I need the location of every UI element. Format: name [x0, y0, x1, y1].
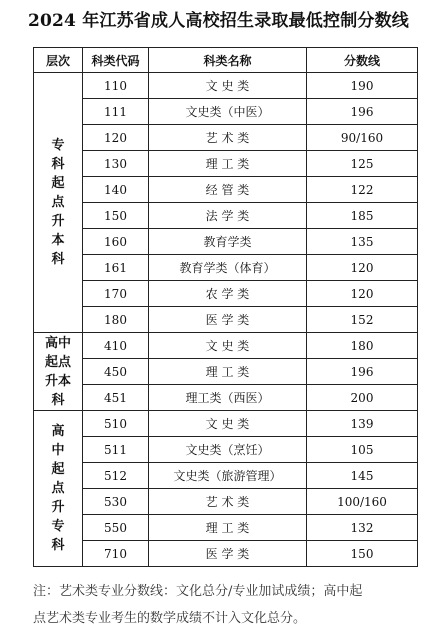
- table-row: [34, 203, 418, 229]
- level-group-line: 中: [51, 443, 65, 458]
- level-group-line: 本: [51, 233, 65, 248]
- score-cell: 196: [307, 99, 418, 125]
- code-cell: 111: [83, 99, 149, 125]
- level-group-line: 科: [51, 538, 65, 553]
- score-cell: 132: [307, 515, 418, 541]
- table-header-row: [34, 48, 418, 73]
- score-cell: 105: [307, 437, 418, 463]
- level-group-line: 升本: [44, 373, 71, 389]
- table-row: [34, 463, 418, 489]
- table-row: [34, 307, 418, 333]
- table-row: [34, 541, 418, 567]
- code-cell: 511: [83, 437, 149, 463]
- level-group-cell: [34, 73, 83, 333]
- level-group-line: 起: [51, 176, 65, 191]
- level-group-line: 专: [51, 519, 65, 534]
- score-cell: 120: [307, 281, 418, 307]
- score-cell: 180: [307, 333, 418, 359]
- code-cell: 180: [83, 307, 149, 333]
- category-cell: 文史类（旅游管理）: [149, 463, 307, 489]
- table-row: [34, 125, 418, 151]
- table-row: [34, 229, 418, 255]
- level-group-line: 高中: [44, 335, 71, 351]
- category-cell: 理工类（西医）: [149, 385, 307, 411]
- level-group-line: 点: [51, 481, 65, 496]
- category-cell: 文 史 类: [149, 333, 307, 359]
- code-cell: 710: [83, 541, 149, 567]
- score-cell: 120: [307, 255, 418, 281]
- header-category: 科类名称: [149, 48, 307, 73]
- table-row: [34, 73, 418, 99]
- category-cell: 教育学类（体育）: [149, 255, 307, 281]
- score-cell: 139: [307, 411, 418, 437]
- score-cell: 190: [307, 73, 418, 99]
- category-cell: 经 管 类: [149, 177, 307, 203]
- level-group-line: 科: [51, 157, 65, 172]
- header-level: 层次: [34, 48, 83, 73]
- table-row: [34, 437, 418, 463]
- score-cell: 152: [307, 307, 418, 333]
- table-row: [34, 333, 418, 359]
- code-cell: 120: [83, 125, 149, 151]
- header-score: 分数线: [307, 48, 418, 73]
- level-group-line: 起: [51, 462, 65, 477]
- table-row: [34, 255, 418, 281]
- table-row: [34, 99, 418, 125]
- score-cell: 90/160: [307, 125, 418, 151]
- category-cell: 教育学类: [149, 229, 307, 255]
- page-title: 2024 年江苏省成人高校招生录取最低控制分数线: [27, 11, 410, 31]
- table-row: [34, 411, 418, 437]
- category-cell: 理 工 类: [149, 359, 307, 385]
- table-row: [34, 177, 418, 203]
- code-cell: 161: [83, 255, 149, 281]
- category-cell: 文史类（烹饪）: [149, 437, 307, 463]
- level-group-line: 点: [51, 195, 65, 210]
- category-cell: 文 史 类: [149, 411, 307, 437]
- level-group-line: 起点: [44, 354, 71, 370]
- code-cell: 150: [83, 203, 149, 229]
- level-group-line: 专: [51, 138, 65, 153]
- table-row: [34, 489, 418, 515]
- score-cell: 135: [307, 229, 418, 255]
- code-cell: 140: [83, 177, 149, 203]
- score-cell: 185: [307, 203, 418, 229]
- table-body: [34, 73, 418, 567]
- table-row: [34, 385, 418, 411]
- code-cell: 451: [83, 385, 149, 411]
- level-group-line: 科: [51, 252, 65, 267]
- category-cell: 艺 术 类: [149, 489, 307, 515]
- level-group-cell: [34, 333, 83, 411]
- score-cell: 200: [307, 385, 418, 411]
- level-group-line: 升: [51, 214, 65, 229]
- code-cell: 410: [83, 333, 149, 359]
- score-table: [33, 47, 418, 567]
- code-cell: 130: [83, 151, 149, 177]
- footnote-line: 点艺术类专业考生的数学成绩不计入文化总分。: [33, 611, 307, 626]
- level-group-cell: [34, 411, 83, 567]
- code-cell: 170: [83, 281, 149, 307]
- level-group-line: 升: [51, 500, 65, 515]
- score-cell: 145: [307, 463, 418, 489]
- table-row: [34, 151, 418, 177]
- level-group-line: 高: [51, 424, 65, 439]
- score-cell: 122: [307, 177, 418, 203]
- score-cell: 125: [307, 151, 418, 177]
- category-cell: 文 史 类: [149, 73, 307, 99]
- code-cell: 450: [83, 359, 149, 385]
- category-cell: 医 学 类: [149, 541, 307, 567]
- footnote: [33, 578, 423, 632]
- code-cell: 110: [83, 73, 149, 99]
- category-cell: 理 工 类: [149, 515, 307, 541]
- level-group-line: 科: [51, 392, 65, 408]
- header-code: 科类代码: [83, 48, 149, 73]
- category-cell: 法 学 类: [149, 203, 307, 229]
- code-cell: 530: [83, 489, 149, 515]
- table-row: [34, 515, 418, 541]
- code-cell: 512: [83, 463, 149, 489]
- category-cell: 文史类（中医）: [149, 99, 307, 125]
- table-row: [34, 281, 418, 307]
- code-cell: 550: [83, 515, 149, 541]
- code-cell: 510: [83, 411, 149, 437]
- score-cell: 196: [307, 359, 418, 385]
- category-cell: 理 工 类: [149, 151, 307, 177]
- category-cell: 艺 术 类: [149, 125, 307, 151]
- footnote-line: 注：艺术类专业分数线：文化总分/专业加试成绩；高中起: [33, 584, 363, 599]
- score-cell: 150: [307, 541, 418, 567]
- code-cell: 160: [83, 229, 149, 255]
- category-cell: 农 学 类: [149, 281, 307, 307]
- category-cell: 医 学 类: [149, 307, 307, 333]
- score-cell: 100/160: [307, 489, 418, 515]
- table-row: [34, 359, 418, 385]
